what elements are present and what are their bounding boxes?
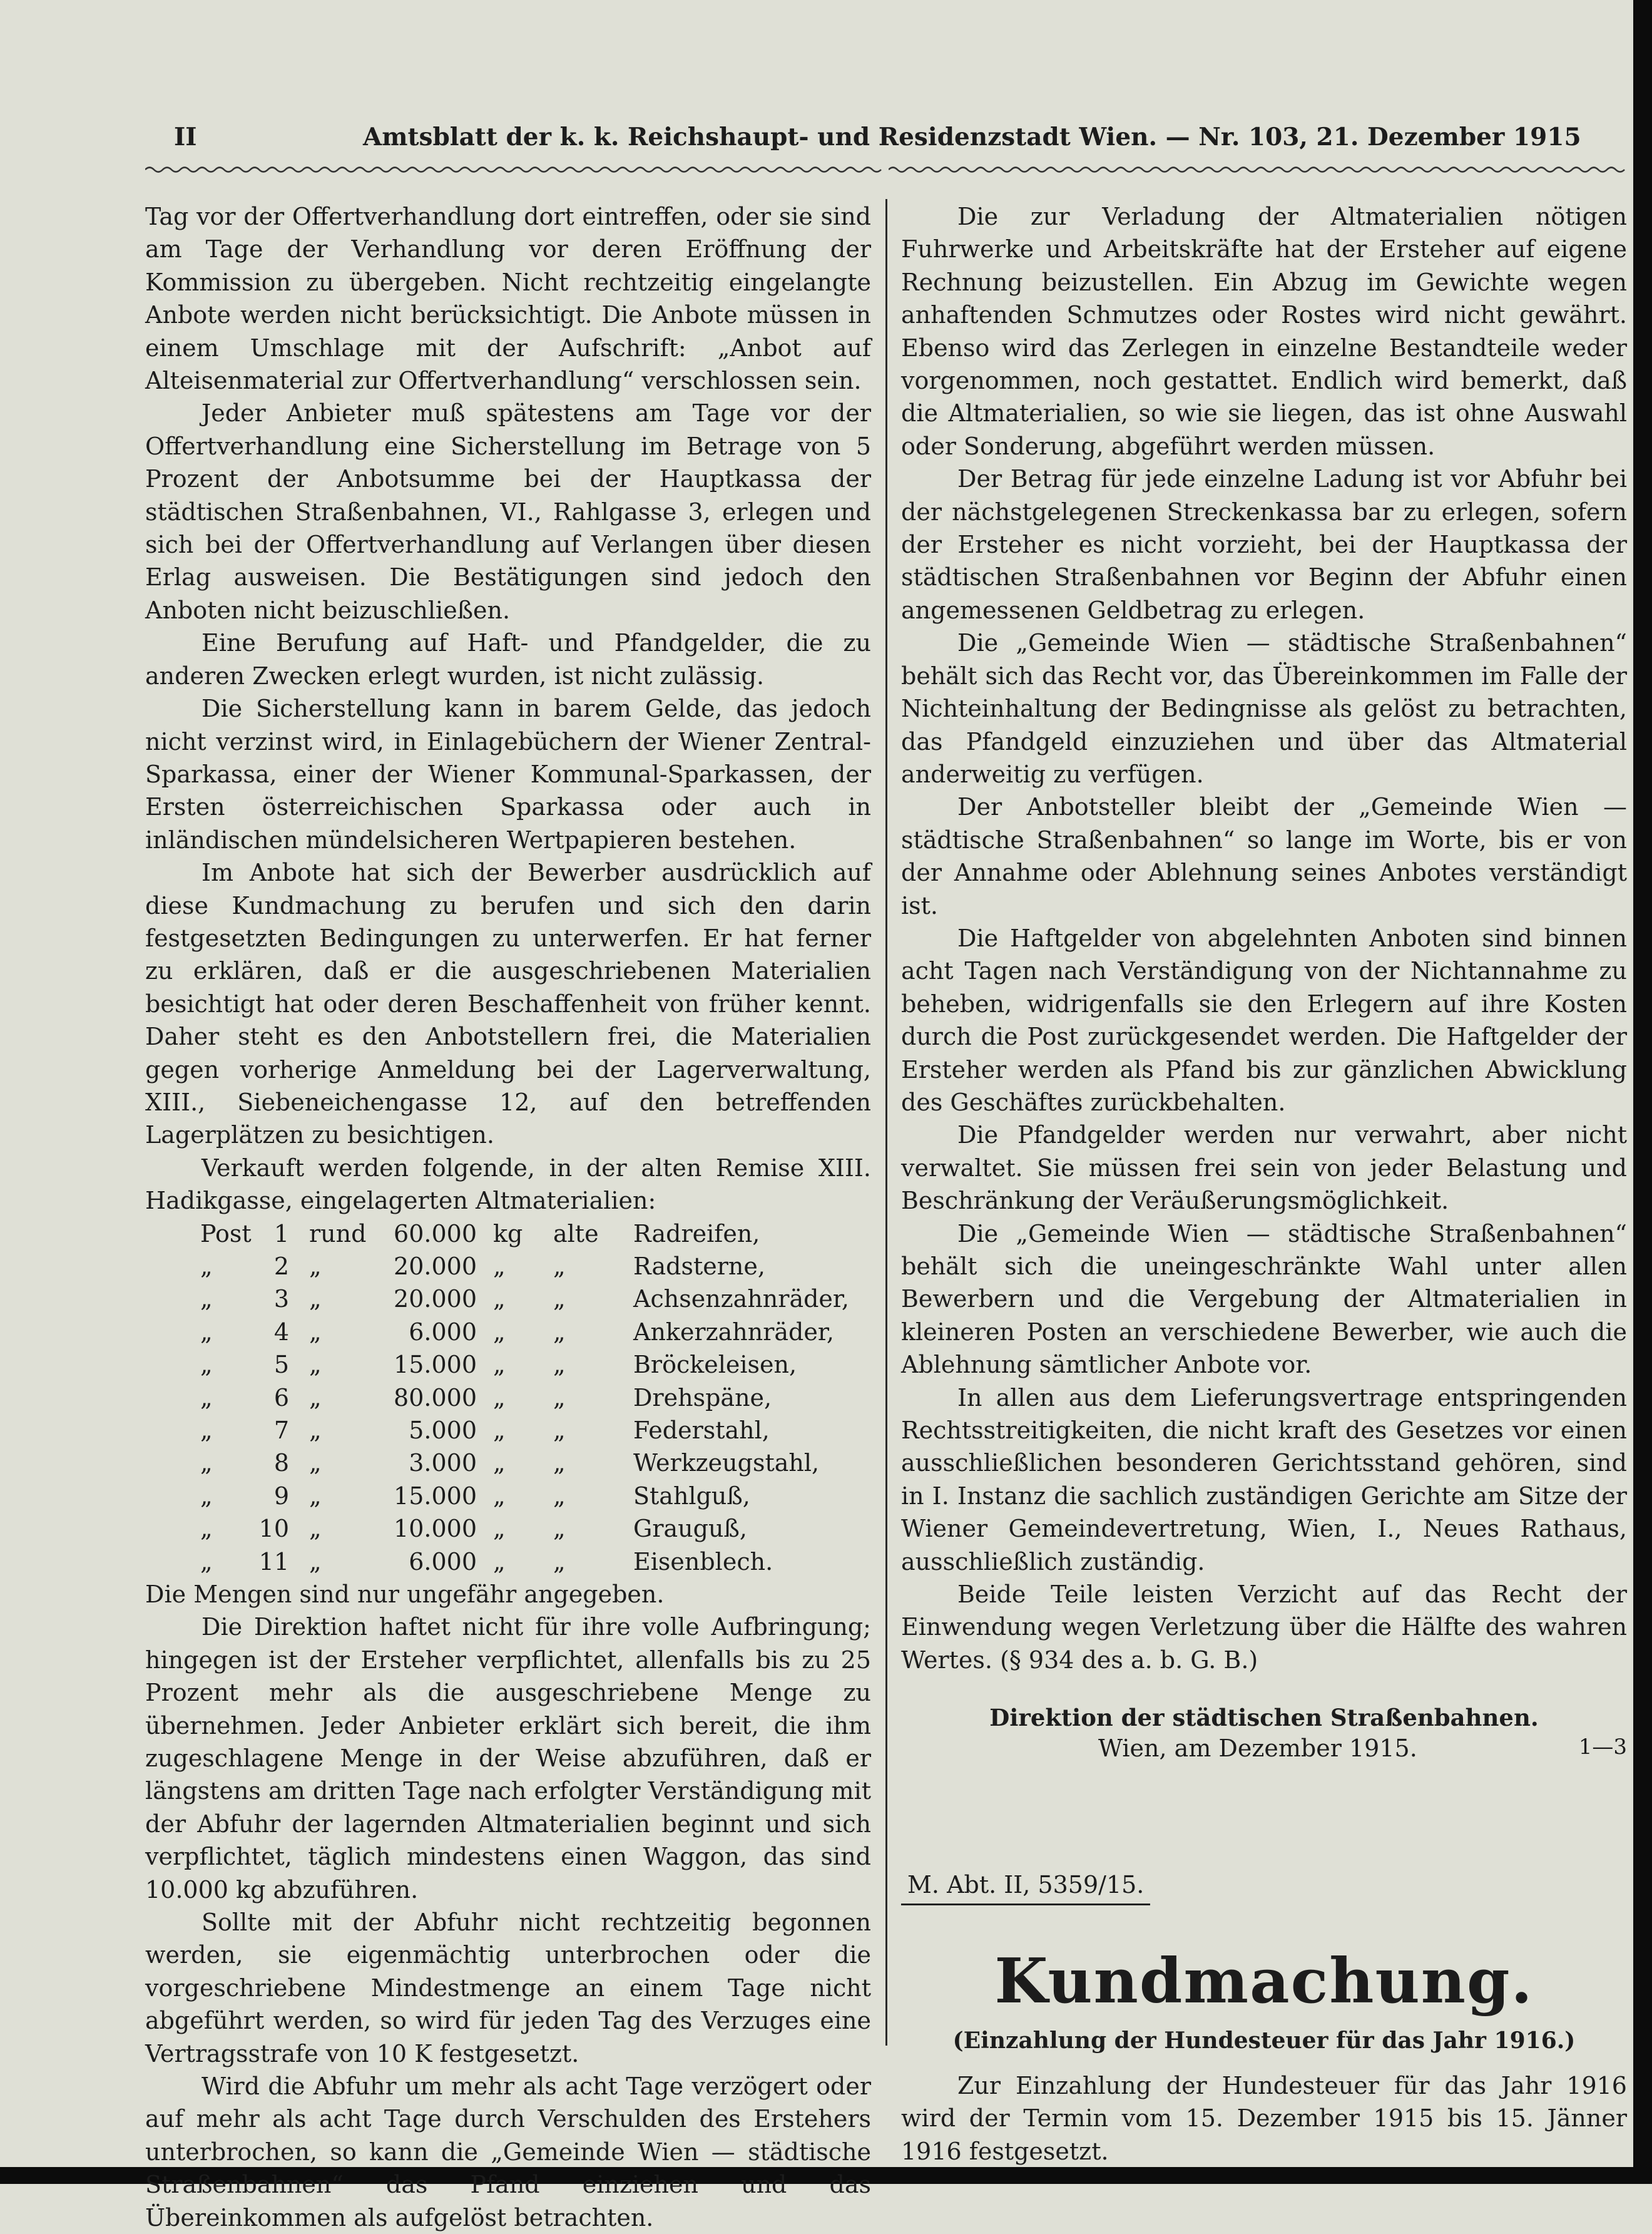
right-column [901,200,1627,2168]
material-item: „ 2 „ 20.000 „ „ Radsterne, [200,1252,765,1280]
paragraph: Tag vor der Offertverhandlung dort eintreffen, oder sie sind am Tage der Verhandlung vor deren Eröffnung der Kommission zu übergeben. Nicht rechtzeitig eingelangte Anbote werden nicht berücksichtigt. Die Anbote müssen in einem Umschlage mit der Aufschrift: „Anbot auf Alteisenmaterial zur Offertverhandlung“ verschlossen sein. [145,203,871,395]
page-header [169,123,1621,160]
paragraph: Jeder Anbieter muß spätestens am Tage vor der Offertverhandlung eine Sicherstellung im Betrage von 5 Prozent der Anbotsumme bei der Hauptkassa der städtischen Straßenbahnen, VI., Rahlgasse 3, erlegen und sich bei der Offertverhandlung auf Verlangen über diesen Erlag ausweisen. Die Bestätigungen sind jedoch den Anboten nicht beizuschließen. [145,399,871,624]
material-item: „ 5 „ 15.000 „ „ Bröckeleisen, [200,1351,797,1379]
header-rule-right [889,164,1627,175]
material-item: „ 3 „ 20.000 „ „ Achsenzahnräder, [200,1285,849,1313]
signature-authority: Direktion der städtischen Straßenbahnen. [989,1704,1539,1732]
paragraph: Die Sicherstellung kann in barem Gelde, das jedoch nicht verzinst wird, in Einlagebüchern der Wiener Zentral-Sparkassa, einer der Wiener Kommunal-Sparkassen, der Ersten österreichischen Sparkassa oder auch in inländischen mündelsicheren Wertpapieren bestehen. [145,695,871,854]
paragraph: In allen aus dem Lieferungsvertrage entspringenden Rechtsstreitigkeiten, die nicht kraft des Gesetzes vor einen ausschließlichen besonderen Gerichtsstand gehören, sind in I. Instanz die sachlich zuständigen Gerichte am Sitze der Wiener Gemeindevertretung, Wien, I., Neues Rathaus, ausschließlich zuständig. [901,1383,1627,1576]
material-item: „ 8 „ 3.000 „ „ Werkzeugstahl, [200,1449,820,1477]
signature-place-date: Wien, am Dezember 1915. [1098,1734,1417,1762]
insertion-sequence: 1—3 [1578,1734,1627,1760]
paragraph: Die „Gemeinde Wien — städtische Straßenbahnen“ behält sich die uneingeschränkte Wahl unter allen Bewerbern und die Vergebung der Altmaterialien in kleineren Posten an verschiedene Bewerber, wie auch die Ablehnung sämtlicher Anbote vor. [901,1219,1627,1379]
paragraph: Die Direktion haftet nicht für ihre volle Aufbringung; hingegen ist der Ersteher verpflichtet, allenfalls bis zu 25 Prozent mehr als die ausgeschriebene Menge zu übernehmen. Jeder Anbieter erklärt sich bereit, die ihm zugeschlagene Menge in der Weise abzuführen, daß er längstens am dritten Tage nach erfolgter Verständigung mit der Abfuhr der lagernden Altmaterialien beginnt und sich verpflichtet, täglich mindestens einen Waggon, das sind 10.000 kg abzuführen. [145,1613,871,1904]
paragraph: Der Anbotsteller bleibt der „Gemeinde Wien — städtische Straßenbahnen“ so lange im Worte, bis er von der Annahme oder Ablehnung seines Anbotes verständigt ist. [901,793,1627,920]
paragraph: Beide Teile leisten Verzicht auf das Recht der Einwendung wegen Verletzung über die Hälfte des wahren Wertes. (§ 934 des a. b. G. B.) [901,1581,1627,1674]
paragraph: Im Anbote hat sich der Bewerber ausdrücklich auf diese Kundmachung zu berufen und sich den darin festgesetzten Bedingungen zu unterwerfen. Er hat ferner zu erklären, daß er die ausgeschriebenen Materialien besichtigt hat oder deren Beschaffenheit von früher kennt. Daher steht es den Anbotstellern frei, die Materialien gegen vorherige Anmeldung bei der Lagerverwaltung, XIII., Siebeneichengasse 12, auf den betreffenden Lagerplätzen zu besichtigen. [145,859,871,1149]
announcement-title: Kundmachung. [994,1945,1534,2017]
signature-line [901,1734,1627,1770]
announcement-subtitle: (Einzahlung der Hundesteuer für das Jahr 1916.) [952,2027,1576,2054]
scan-border-right [1633,0,1652,2184]
material-item: „ 4 „ 6.000 „ „ Ankerzahnräder, [200,1318,834,1346]
material-item: „ 10 „ 10.000 „ „ Grauguß, [200,1515,747,1543]
paragraph: Die Pfandgelder werden nur verwahrt, aber nicht verwaltet. Sie müssen frei sein von jeder Belastung und Beschränkung der Veräußerungsmöglichkeit. [901,1121,1627,1215]
running-title: Amtsblatt der k. k. Reichshaupt- und Residenzstadt Wien. — Nr. 103, 21. Dezember 1915 [363,123,1581,151]
paragraph: Die Mengen sind nur ungefähr angegeben. [145,1580,665,1608]
material-item: „ 9 „ 15.000 „ „ Stahlguß, [200,1482,750,1510]
material-item: „ 7 „ 5.000 „ „ Federstahl, [200,1416,770,1444]
announcement-text: Zur Einzahlung der Hundesteuer für das Jahr 1916 wird der Termin vom 15. Dezember 1915 bis 15. Jänner 1916 festgesetzt. [901,2071,1627,2165]
column-divider [885,199,887,2046]
reference-number: M. Abt. II, 5359/15. [901,1868,1150,1905]
header-rule-left [145,164,884,175]
paragraph: Die „Gemeinde Wien — städtische Straßenbahnen“ behält sich das Recht vor, das Übereinkommen im Falle der Nichteinhaltung der Bedingnisse als gelöst zu betrachten, das Pfandgeld einzuziehen und über das Altmaterial anderweitig zu verfügen. [901,629,1627,788]
paragraph: Die Haftgelder von abgelehnten Anboten sind binnen acht Tagen nach Verständigung von der Nichtannahme zu beheben, widrigenfalls sie den Erlegern auf ihre Kosten durch die Post zurückgesendet werden. Die Haftgelder der Ersteher werden als Pfand bis zur gänzlichen Abwicklung des Geschäftes zurückbehalten. [901,924,1627,1116]
material-item: „ 11 „ 6.000 „ „ Eisenblech. [200,1547,773,1576]
material-item: „ 6 „ 80.000 „ „ Drehspäne, [200,1383,772,1412]
paragraph: Die zur Verladung der Altmaterialien nötigen Fuhrwerke und Arbeitskräfte hat der Ersteher auf eigene Rechnung beizustellen. Ein Abzug im Gewichte wegen anhaftenden Schmutzes oder Rostes wird nicht gewährt. Ebenso wird das Zerlegen in einzelne Bestandteile weder vorgenommen, noch gestattet. Endlich wird bemerkt, daß die Altmaterialien, so wie sie liegen, das ist ohne Auswahl oder Sonderung, abgeführt werden müssen. [901,203,1627,460]
material-item: Post 1 rund 60.000 kg alte Radreifen, [200,1219,760,1248]
paragraph: Der Betrag für jede einzelne Ladung ist vor Abfuhr bei der nächstgelegenen Streckenkassa bar zu erlegen, sofern der Ersteher es nicht vorzieht, bei der Hauptkassa der städtischen Straßenbahnen vor Beginn der Abfuhr einen angemessenen Geldbetrag zu erlegen. [901,465,1627,624]
paragraph: Wird die Abfuhr um mehr als acht Tage verzögert oder auf mehr als acht Tage durch Verschulden des Erstehers unterbrochen, so kann die „Gemeinde Wien — städtische Straßenbahnen“ das Pfand einziehen und das Übereinkommen als aufgelöst betrachten. [145,2072,871,2231]
page-number: II [174,123,197,151]
paragraph: Eine Berufung auf Haft- und Pfandgelder, die zu anderen Zwecken erlegt wurden, ist nicht zulässig. [145,629,871,690]
paragraph: Verkauft werden folgende, in der alten Remise XIII. Hadikgasse, eingelagerten Altmaterialien: [145,1154,871,1215]
paragraph: Sollte mit der Abfuhr nicht rechtzeitig begonnen werden, sie eigenmächtig unterbrochen oder die vorgeschriebene Mindestmenge an einem Tage nicht abgeführt werden, so wird für jeden Tag des Verzuges eine Vertragsstrafe von 10 K festgesetzt. [145,1908,871,2067]
material-list [145,1217,871,1578]
left-column [145,200,871,2234]
